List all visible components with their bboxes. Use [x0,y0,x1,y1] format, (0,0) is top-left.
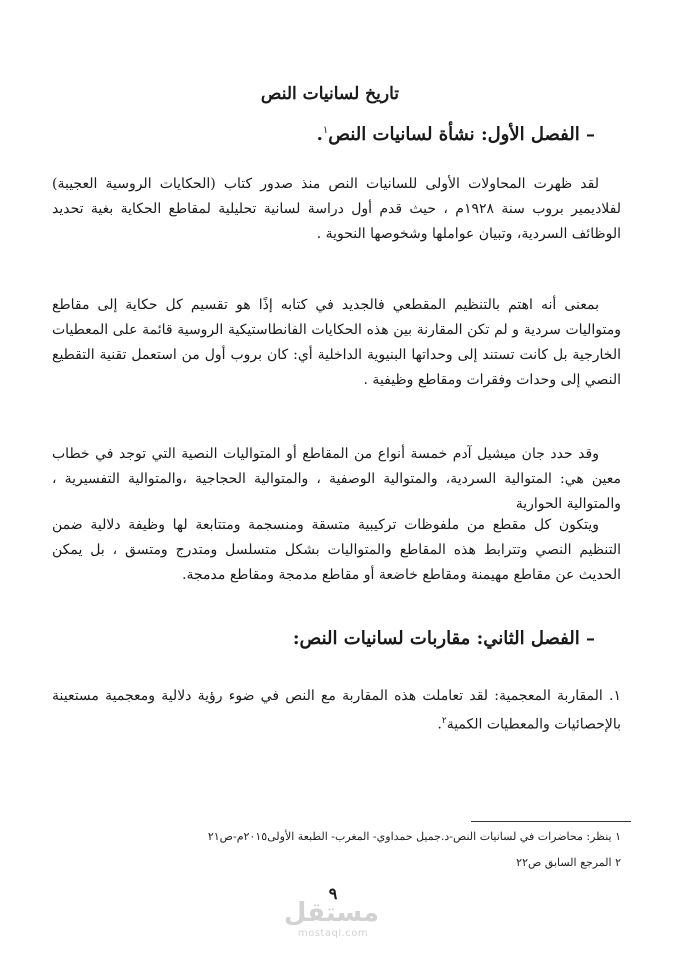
chapter-1-heading-text: – الفصل الأول: نشأة لسانيات النص [328,124,595,145]
footnote-ref-2[interactable]: ٢ [441,716,447,726]
footnote-divider [471,821,631,822]
paragraph-1: لقد ظهرت المحاولات الأولى للسانيات النص منذ صدور كتاب (الحكايات الروسية العجيبة) لفلاديمير بروب سنة ١٩٢٨م ، حيث قدم أول دراسة لسانية تحليلية لمقاطع الحكاية بغية تحديد الوظائف السردية، وتبيان عواملها وشخوصها النحوية . [52,176,622,242]
page-number: ٩ [328,884,338,903]
watermark-url: mostaql.com [297,928,369,939]
footnote-2: ٢ المرجع السابق ص٢٢ [516,856,621,869]
paragraph-2: بمعنى أنه اهتم بالتنظيم المقطعي فالجديد في كتابه إذًا هو تقسيم كل حكاية إلى مقاطع ومتواليات سردية و لم تكن المقارنة بين هذه الحكايات الفانطاستيكية الروسية قائمة على المعطيات الخارجية بل كانت تستند إلى وحداتها البنيوية الداخلية أي: كان بروب أول من استعمل تقنية التقطيع النصي إلى وحدات وفقرات ومقاطع وظيفية . [52,297,622,388]
paragraph-4: ويتكون كل مقطع من ملفوظات تركيبية متسقة ومنسجمة ومتتابعة لها وظيفة دلالية ضمن التنظيم النصي وتترابط هذه المقاطع والمتواليات بشكل متسلسل ومتدرج ومتسق ، بل يمكن الحديث عن مقاطع مهيمنة ومقاطع خاضعة أو مقاطع مدمجة ومقاطع مدمجة. [52,517,621,583]
chapter-1-heading [317,124,595,145]
chapter-1-heading-end: . [316,124,323,145]
watermark [283,898,379,940]
footnote-1: ١ ينظر: محاضرات في لسانيات النص-د.جميل حمداوي- المغرب- الطبعة الأولى٢٠١٥م-ص٢١ [207,830,621,843]
paragraph-5-text: ١. المقاربة المعجمية: لقد تعاملت هذه المقاربة مع النص في ضوء رؤية دلالية ومعجمية مستعينة بالإحصائيات والمعطيات الكمية [52,688,621,733]
paragraph-5-end: . [437,716,442,733]
page-title: تاريخ لسانيات النص [260,84,399,104]
paragraph-5 [52,684,621,738]
chapter-2-heading: – الفصل الثاني: مقاربات لسانيات النص: [292,628,595,649]
footnote-ref-1[interactable]: ١ [322,125,329,136]
paragraph-3: وقد حدد جان ميشيل آدم خمسة أنواع من المقاطع أو المتواليات النصية التي توجد في خطاب معين هي: المتوالية السردية، والمتوالية الوصفية ، والمتوالية الحجاجية ،والمتوالية التفسيرية ، والمتوالية الحوارية [52,446,621,512]
watermark-logo: مستقل [283,898,379,928]
